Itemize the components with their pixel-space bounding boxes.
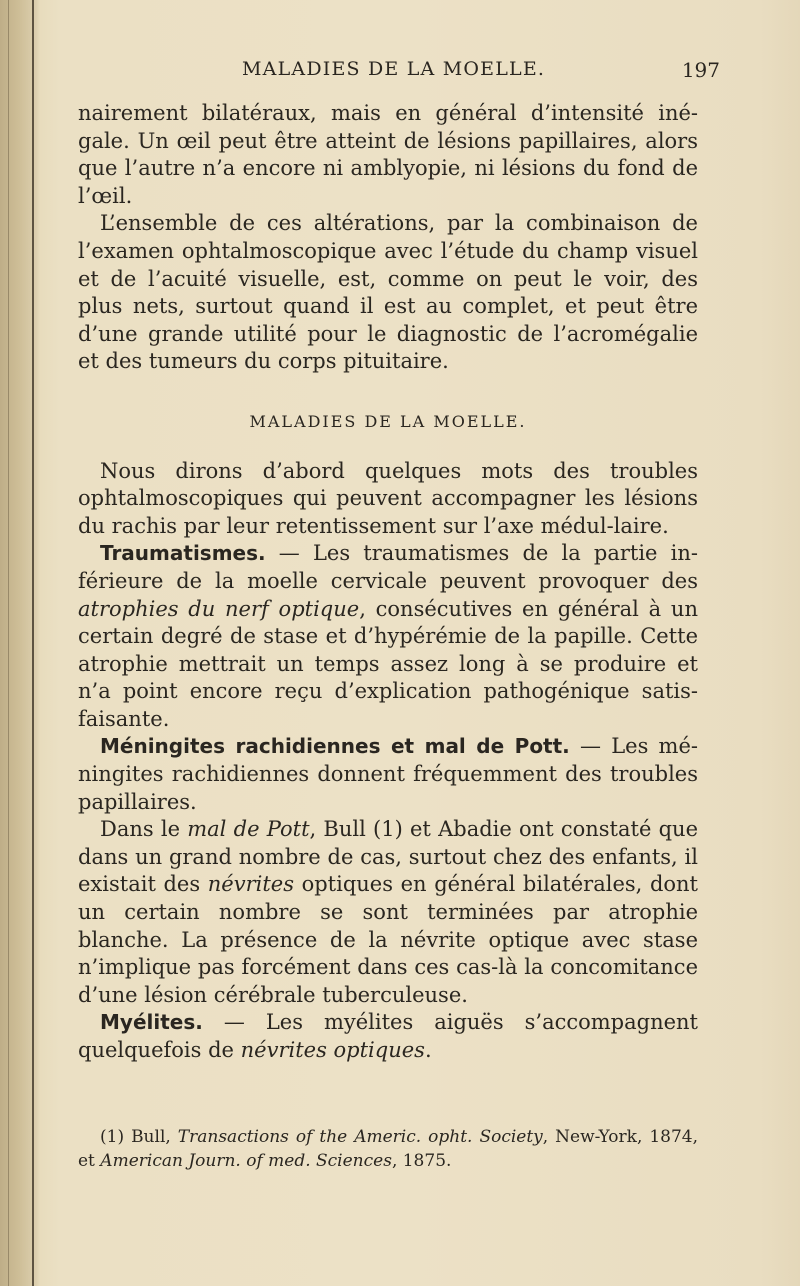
italic-term: mal de Pott (187, 817, 310, 842)
paragraph-traumatismes: Traumatismes. — Les traumatismes de la partie in-férieure de la moelle cervicale peuvent provoquer des atrophies du nerf optique, consécutives en général à un certain degré de stase et d’hypérémie de la papille. Cette atrophie mettrait un temps assez long à se produire et n’a point encore reçu d’explication pathogénique satis-faisante. (78, 541, 698, 731)
italic-term: névrites (207, 872, 294, 897)
running-header (60, 58, 720, 88)
paragraph-mal-de-pott: Dans le mal de Pott, Bull (1) et Abadie ont constaté que dans un grand nombre de cas, surtout chez des enfants, il existait des névrites optiques en général bilatérales, dont un certain nombre se sont terminées par atrophie blanche. La présence de la névrite optique avec stase n’implique pas forcément dans ces cas-là la concomitance d’une lésion cérébrale tuberculeuse. (78, 817, 698, 1007)
paragraph-meningites: Méningites rachidiennes et mal de Pott. — Les mé-ningites rachidiennes donnent fréquemment des troubles papillaires. (78, 734, 698, 814)
main-text (78, 100, 698, 1065)
running-title: MALADIES DE LA MOELLE. (242, 58, 546, 80)
page-edge-line-outer (8, 0, 9, 1286)
runin-heading: Méningites rachidiennes et mal de Pott. (100, 734, 570, 759)
page-edge-line (32, 0, 34, 1286)
italic-term: atrophies du nerf optique (78, 596, 360, 621)
section-heading: MALADIES DE LA MOELLE. (249, 411, 527, 431)
footnote-text: (1) Bull, Transactions of the Americ. opht. Society, New-York, 1874, et American Journ. of med. Sciences, 1875. (78, 1127, 699, 1171)
italic-term: névrites optiques (240, 1038, 425, 1062)
paragraph: nairement bilatéraux, mais en général d’intensité iné-gale. Un œil peut être atteint de lésions papillaires, alors que l’autre n’a encore ni amblyopie, ni lésions du fond de l’œil. (78, 101, 698, 208)
paragraph-myelites: Myélites. — Les myélites aiguës s’accompagnent quelquefois de névrites optiques. (78, 1010, 698, 1062)
paragraph: Nous dirons d’abord quelques mots des troubles ophtalmoscopiques qui peuvent accompagner les lésions du rachis par leur retentissement sur l’axe médul-laire. (78, 458, 698, 538)
runin-heading: Traumatismes. (100, 541, 266, 566)
paragraph: L’ensemble de ces altérations, par la combinaison de l’examen ophtalmoscopique avec l’étude du champ visuel et de l’acuité visuelle, est, comme on peut le voir, des plus nets, surtout quand il est au complet, et peut être d’une grande utilité pour le diagnostic de l’acromégalie et des tumeurs du corps pituitaire. (78, 211, 698, 374)
page-number: 197 (681, 58, 720, 82)
book-spine-shadow (0, 0, 40, 1286)
runin-heading: Myélites. (100, 1010, 203, 1035)
footnote (78, 1125, 698, 1173)
